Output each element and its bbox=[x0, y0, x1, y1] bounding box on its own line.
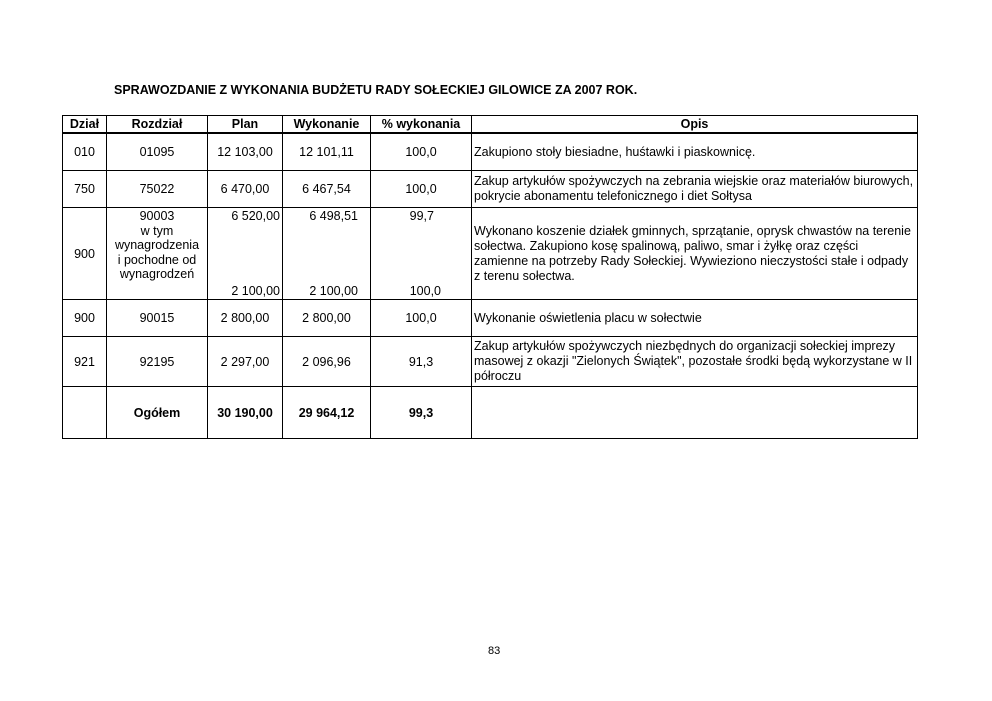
table-row bbox=[63, 171, 918, 208]
header-rozdzial: Rozdział bbox=[107, 116, 208, 134]
rozdzial-line: wynagrodzenia bbox=[114, 238, 200, 252]
cell-opis: Wykonanie oświetlenia placu w sołectwie bbox=[472, 300, 918, 337]
cell-wykonanie: 2 800,00 bbox=[283, 300, 371, 337]
cell-plan bbox=[208, 208, 283, 300]
table-row bbox=[63, 300, 918, 337]
rozdzial-line: w tym bbox=[140, 223, 174, 238]
plan-sub: 2 100,00 bbox=[231, 284, 280, 298]
cell-wykonanie: 6 467,54 bbox=[283, 171, 371, 208]
cell-dzial: 010 bbox=[63, 133, 107, 171]
cell-rozdzial: 75022 bbox=[107, 171, 208, 208]
document-title: SPRAWOZDANIE Z WYKONANIA BUDŻETU RADY SOŁECKIEJ GILOWICE ZA 2007 ROK. bbox=[114, 83, 638, 97]
table-row bbox=[63, 133, 918, 171]
cell-rozdzial: 90015 bbox=[107, 300, 208, 337]
page-number: 83 bbox=[488, 645, 501, 657]
cell-dzial: 921 bbox=[63, 337, 107, 387]
rozdzial-line: i pochodne od bbox=[117, 252, 197, 267]
wykonanie-main: 6 498,51 bbox=[309, 209, 358, 223]
rozdzial-line: wynagrodzeń bbox=[119, 267, 195, 281]
cell-procent: 100,0 bbox=[371, 300, 472, 337]
cell-opis: Zakup artykułów spożywczych niezbędnych do organizacji sołeckiej imprezy masowej z okazji "Zielonych Świątek", pozostałe środki będą wykorzystane w II półroczu bbox=[472, 337, 918, 387]
cell-dzial: 900 bbox=[63, 300, 107, 337]
total-plan: 30 190,00 bbox=[208, 387, 283, 439]
rozdzial-line: 90003 bbox=[139, 209, 175, 223]
plan-main: 6 520,00 bbox=[231, 209, 280, 223]
table-header-row bbox=[63, 116, 918, 134]
cell-opis: Zakup artykułów spożywczych na zebrania wiejskie oraz materiałów biurowych, pokrycie abonamentu telefonicznego i diet Sołtysa bbox=[472, 171, 918, 208]
total-wykonanie: 29 964,12 bbox=[283, 387, 371, 439]
cell-wykonanie bbox=[283, 208, 371, 300]
cell-plan: 12 103,00 bbox=[208, 133, 283, 171]
cell-opis: Zakupiono stoły biesiadne, huśtawki i piaskownicę. bbox=[472, 133, 918, 171]
cell-dzial: 750 bbox=[63, 171, 107, 208]
cell-rozdzial: 92195 bbox=[107, 337, 208, 387]
cell-opis: Wykonano koszenie działek gminnych, sprzątanie, oprysk chwastów na terenie sołectwa. Zakupiono kosę spalinową, paliwo, smar i żyłkę oraz części zamienne na potrzeby Rady Sołeckiej. Wywieziono nieczystości stałe i odpady z terenu sołectwa. bbox=[472, 208, 918, 300]
cell-rozdzial: 01095 bbox=[107, 133, 208, 171]
cell-rozdzial bbox=[107, 208, 208, 300]
header-procent: % wykonania bbox=[371, 116, 472, 134]
cell-plan: 6 470,00 bbox=[208, 171, 283, 208]
header-opis: Opis bbox=[472, 116, 918, 134]
cell-wykonanie: 2 096,96 bbox=[283, 337, 371, 387]
cell-plan: 2 800,00 bbox=[208, 300, 283, 337]
cell-wykonanie: 12 101,11 bbox=[283, 133, 371, 171]
header-dzial: Dział bbox=[63, 116, 107, 134]
header-wykonanie: Wykonanie bbox=[283, 116, 371, 134]
procent-sub: 100,0 bbox=[409, 284, 441, 298]
cell-procent bbox=[371, 208, 472, 300]
total-label: Ogółem bbox=[107, 387, 208, 439]
budget-table bbox=[62, 115, 918, 439]
table-row bbox=[63, 208, 918, 300]
header-plan: Plan bbox=[208, 116, 283, 134]
cell-plan: 2 297,00 bbox=[208, 337, 283, 387]
wykonanie-sub: 2 100,00 bbox=[309, 284, 358, 298]
procent-main: 99,7 bbox=[409, 209, 434, 223]
cell-procent: 100,0 bbox=[371, 133, 472, 171]
total-row bbox=[63, 387, 918, 439]
cell-procent: 91,3 bbox=[371, 337, 472, 387]
cell-dzial-empty bbox=[63, 387, 107, 439]
table-row bbox=[63, 337, 918, 387]
cell-dzial: 900 bbox=[63, 208, 107, 300]
total-procent: 99,3 bbox=[371, 387, 472, 439]
total-opis-empty bbox=[472, 387, 918, 439]
cell-procent: 100,0 bbox=[371, 171, 472, 208]
